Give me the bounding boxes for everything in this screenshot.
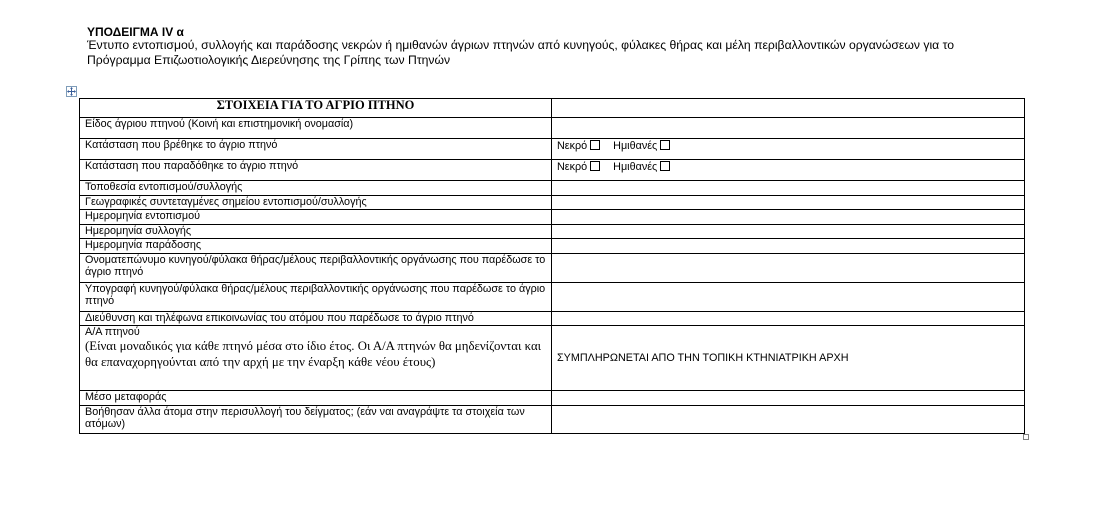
table-row (80, 326, 1025, 391)
table-row (80, 139, 1025, 160)
table-row (80, 406, 1025, 434)
helpers-field[interactable] (552, 406, 1025, 434)
dying-checkbox[interactable] (660, 161, 670, 171)
table-row (80, 312, 1025, 326)
document-subtitle: Έντυπο εντοπισμού, συλλογής και παράδοσης νεκρών ή ημιθανών άγριων πτηνών από κυνηγούς, φύλακες θήρας και μέλη περιβαλλοντικών οργανώσεων για το Πρόγραμμα Επιζωοτιολογικής Διερεύνησης της Γρίπης των Πτηνών (87, 38, 955, 67)
delivery-date-field[interactable] (552, 239, 1025, 254)
table-row (80, 225, 1025, 239)
found-state-label: Κατάσταση που βρέθηκε το άγριο πτηνό (80, 139, 552, 160)
dying-checkbox[interactable] (660, 140, 670, 150)
delivery-date-label: Ημερομηνία παράδοσης (80, 239, 552, 254)
serial-cell (80, 326, 552, 391)
signature-label: Υπογραφή κυνηγού/φύλακα θήρας/μέλους περιβαλλοντικής οργάνωσης που παρέδωσε το άγριο πτηνό (80, 283, 552, 312)
delivered-state-field (552, 160, 1025, 181)
table-move-handle[interactable] (66, 86, 77, 97)
document-title: ΥΠΟΔΕΙΓΜΑ IV α (87, 25, 184, 39)
dead-option-label: Νεκρό (557, 140, 588, 152)
table-row (80, 99, 1025, 118)
serial-label: Α/Α πτηνού (85, 326, 140, 338)
table-row (80, 160, 1025, 181)
dying-option-label: Ημιθανές (613, 161, 658, 173)
coordinates-label: Γεωγραφικές συντεταγμένες σημείου εντοπισμού/συλλογής (80, 196, 552, 210)
table-row (80, 283, 1025, 312)
dead-option-label: Νεκρό (557, 161, 588, 173)
table-row (80, 210, 1025, 225)
table-row (80, 196, 1025, 210)
collection-date-label: Ημερομηνία συλλογής (80, 225, 552, 239)
serial-note: (Είναι μοναδικός για κάθε πτηνό μέσα στο ίδιο έτος. Οι Α/Α πτηνών θα μηδενίζονται και θα επαναχορηγούνται από την αρχή με την έναρξη κάθε νέου έτους) (85, 339, 542, 369)
move-arrows-icon (67, 87, 76, 96)
deliverer-name-field[interactable] (552, 254, 1025, 283)
coordinates-field[interactable] (552, 196, 1025, 210)
transport-field[interactable] (552, 391, 1025, 406)
bird-form-table (79, 98, 1025, 434)
serial-value: ΣΥΜΠΛΗΡΩΝΕΤΑΙ ΑΠΟ ΤΗΝ ΤΟΠΙΚΗ ΚΤΗΝΙΑΤΡΙΚΗ ΑΡΧΗ (552, 326, 1025, 391)
dead-checkbox[interactable] (590, 140, 600, 150)
location-field[interactable] (552, 181, 1025, 196)
helpers-label: Βοήθησαν άλλα άτομα στην περισυλλογή του δείγματος; (εάν ναι αναγράψτε τα στοιχεία των ατόμων) (80, 406, 552, 434)
contact-label: Διεύθυνση και τηλέφωνα επικοινωνίας του ατόμου που παρέδωσε το άγριο πτηνό (80, 312, 552, 326)
table-row (80, 118, 1025, 139)
found-state-field (552, 139, 1025, 160)
table-resize-handle[interactable] (1023, 434, 1029, 440)
table-row (80, 391, 1025, 406)
delivered-state-label: Κατάσταση που παραδόθηκε το άγριο πτηνό (80, 160, 552, 181)
dead-checkbox[interactable] (590, 161, 600, 171)
heading-value-cell[interactable] (552, 99, 1025, 118)
collection-date-field[interactable] (552, 225, 1025, 239)
delivered-state-options (557, 161, 680, 173)
found-state-options (557, 140, 680, 152)
location-label: Τοποθεσία εντοπισμού/συλλογής (80, 181, 552, 196)
signature-field[interactable] (552, 283, 1025, 312)
contact-field[interactable] (552, 312, 1025, 326)
table-row (80, 239, 1025, 254)
species-label: Είδος άγριου πτηνού (Κοινή και επιστημονική ονομασία) (80, 118, 552, 139)
table-heading: ΣΤΟΙΧΕΙΑ ΓΙΑ ΤΟ ΑΓΡΙΟ ΠΤΗΝΟ (80, 99, 552, 118)
table-row (80, 181, 1025, 196)
table-row (80, 254, 1025, 283)
deliverer-name-label: Ονοματεπώνυμο κυνηγού/φύλακα θήρας/μέλους περιβαλλοντικής οργάνωσης που παρέδωσε το άγριο πτηνό (80, 254, 552, 283)
detection-date-label: Ημερομηνία εντοπισμού (80, 210, 552, 225)
transport-label: Μέσο μεταφοράς (80, 391, 552, 406)
species-field[interactable] (552, 118, 1025, 139)
detection-date-field[interactable] (552, 210, 1025, 225)
dying-option-label: Ημιθανές (613, 140, 658, 152)
